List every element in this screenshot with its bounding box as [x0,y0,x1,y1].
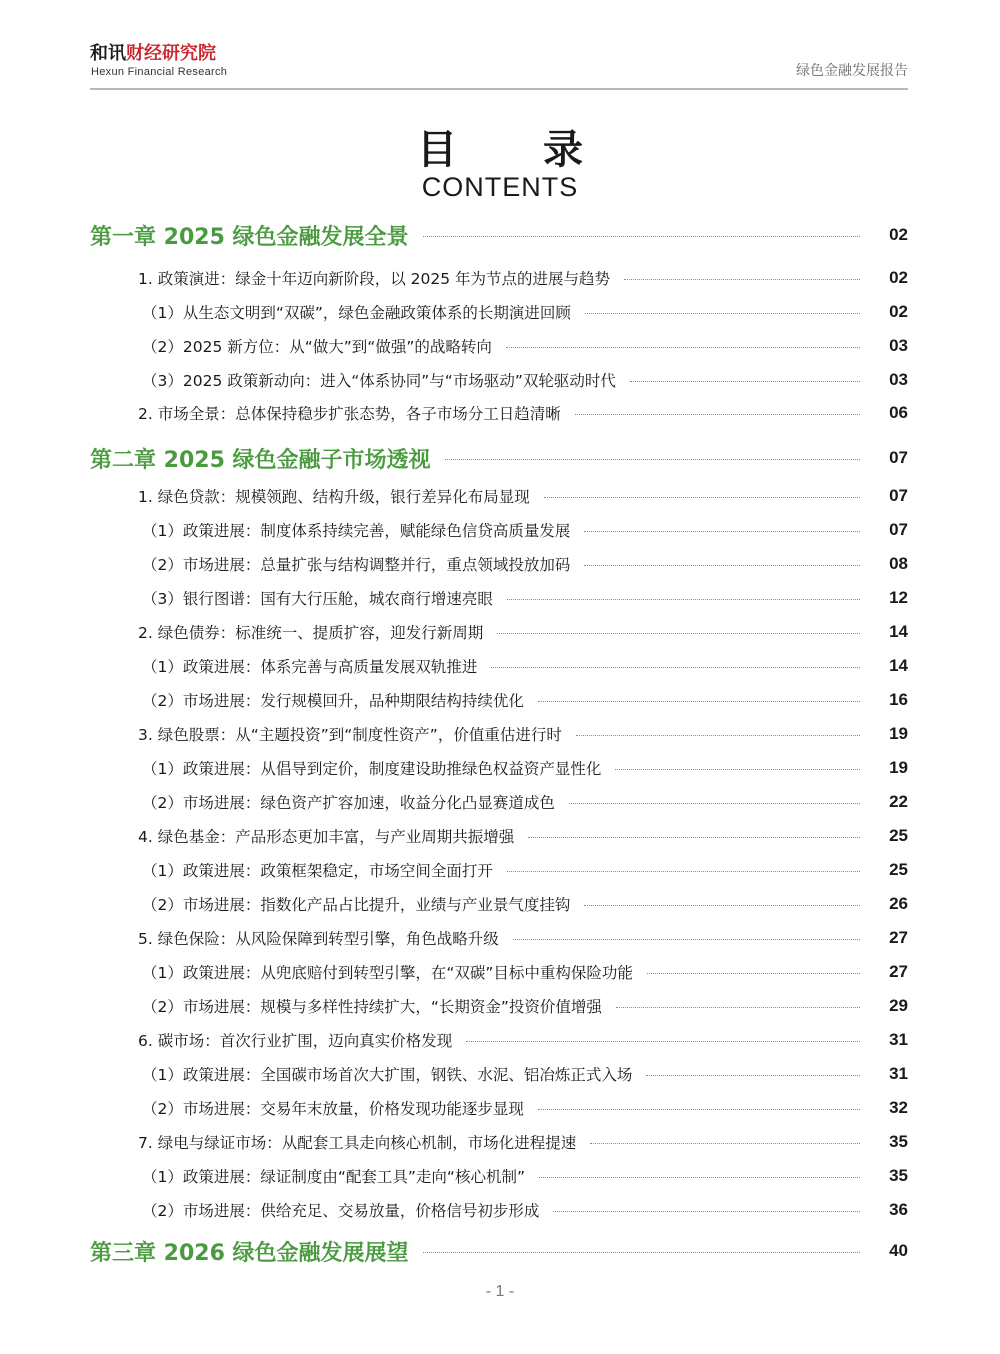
dot-leader [624,279,860,280]
dot-leader [507,871,860,872]
toc-page: 31 [889,1064,908,1083]
dot-leader [576,735,860,736]
toc-label: 7. 绿电与绿证市场：从配套工具走向核心机制，市场化进程提速 [138,1134,577,1152]
dot-leader [528,837,860,838]
toc-entry[interactable] [90,1059,908,1089]
toc-entry[interactable] [90,889,908,919]
dot-leader [569,803,860,804]
dot-leader [506,347,860,348]
dot-leader [615,769,860,770]
toc-page: 02 [889,302,908,321]
toc-entry[interactable] [90,549,908,579]
dot-leader [538,1109,860,1110]
toc-entry[interactable] [90,365,908,395]
toc-entry[interactable] [90,331,908,361]
toc-page: 06 [889,403,908,422]
toc-page: 22 [889,792,908,811]
dot-leader [423,1252,860,1253]
toc-entry[interactable] [90,481,908,511]
toc-label: （2）市场进展：总量扩张与结构调整并行，重点领域投放加码 [142,556,571,574]
toc-label: 6. 碳市场：首次行业扩围，迈向真实价格发现 [138,1032,453,1050]
toc-label: （2）市场进展：绿色资产扩容加速，收益分化凸显赛道成色 [142,794,555,812]
toc-label: 第一章 2025 绿色金融发展全景 [90,224,409,250]
toc-label: （1）政策进展：全国碳市场首次大扩围，钢铁、水泥、铝冶炼正式入场 [142,1066,633,1084]
toc-entry[interactable] [90,821,908,851]
toc-page: 08 [889,554,908,573]
toc-entry[interactable] [90,297,908,327]
toc-entry[interactable] [90,1161,908,1191]
toc-entry[interactable] [90,923,908,953]
toc-label: （1）政策进展：体系完善与高质量发展双轨推进 [142,658,478,676]
toc-label: （2）市场进展：交易年末放量，价格发现功能逐步显现 [142,1100,524,1118]
dot-leader [575,414,860,415]
toc-label: 第三章 2026 绿色金融发展展望 [90,1240,409,1266]
dot-leader [445,459,860,460]
toc-entry[interactable] [90,753,908,783]
toc-label: 1. 政策演进：绿金十年迈向新阶段，以 2025 年为节点的进展与趋势 [138,270,611,288]
toc-page: 29 [889,996,908,1015]
toc-page: 02 [889,225,908,244]
report-title: 绿色金融发展报告 [796,63,908,79]
logo [90,44,216,64]
toc-page: 31 [889,1030,908,1049]
dot-leader [539,1177,860,1178]
toc-label: 1. 绿色贷款：规模领跑、结构升级，银行差异化布局显现 [138,488,530,506]
toc-page: 07 [889,486,908,505]
toc-page: 12 [889,588,908,607]
toc-page: 19 [889,724,908,743]
dot-leader [646,1075,860,1076]
toc-label: （1）政策进展：政策框架稳定，市场空间全面打开 [142,862,493,880]
toc-entry[interactable] [90,685,908,715]
dot-leader [590,1143,860,1144]
toc-entry[interactable] [90,617,908,647]
toc-label: （1）政策进展：制度体系持续完善，赋能绿色信贷高质量发展 [142,522,571,540]
toc-label: （2）2025 新方位：从“做大”到“做强”的战略转向 [142,338,492,356]
toc-entry[interactable] [90,855,908,885]
toc-page: 03 [889,336,908,355]
page-title [0,118,1000,175]
toc-page: 32 [889,1098,908,1117]
toc-entry[interactable] [90,1127,908,1157]
toc-entry[interactable] [90,787,908,817]
toc-label: 第二章 2025 绿色金融子市场透视 [90,447,431,473]
title-char-left: 目 [417,127,457,173]
dot-leader [585,313,860,314]
toc-label: （3）2025 政策新动向：进入“体系协同”与“市场驱动”双轮驱动时代 [142,372,616,390]
toc-page: 25 [889,860,908,879]
toc-entry[interactable] [90,1195,908,1225]
toc-page: 36 [889,1200,908,1219]
toc-entry[interactable] [90,263,908,293]
dot-leader [584,905,860,906]
dot-leader [497,633,860,634]
toc-label: 2. 市场全景：总体保持稳步扩张态势，各子市场分工日趋清晰 [138,405,561,423]
toc-entry[interactable] [90,957,908,987]
toc-page: 02 [889,268,908,287]
toc-label: 2. 绿色债券：标准统一、提质扩容，迎发行新周期 [138,624,484,642]
dot-leader [466,1041,860,1042]
toc-entry[interactable] [90,515,908,545]
toc-page: 26 [889,894,908,913]
toc-chapter-2[interactable] [90,443,908,473]
toc-page: 25 [889,826,908,845]
toc-label: 5. 绿色保险：从风险保障到转型引擎，角色战略升级 [138,930,499,948]
dot-leader [630,381,860,382]
dot-leader [544,497,860,498]
toc-page: 07 [889,448,908,467]
toc-entry[interactable] [90,719,908,749]
logo-english: Hexun Financial Research [91,66,228,78]
page-number: - 1 - [485,1283,515,1300]
toc-label: （2）市场进展：供给充足、交易放量，价格信号初步形成 [142,1202,540,1220]
page-subtitle: CONTENTS [421,172,579,202]
toc-label: （3）银行图谱：国有大行压舱，城农商行增速亮眼 [142,590,493,608]
dot-leader [616,1007,860,1008]
logo-black-text: 和讯 [90,43,126,64]
toc-page: 16 [889,690,908,709]
toc-entry[interactable] [90,583,908,613]
dot-leader [507,599,860,600]
dot-leader [538,701,860,702]
toc-page: 19 [889,758,908,777]
toc-page: 27 [889,962,908,981]
toc-entry[interactable] [90,1093,908,1123]
toc-entry[interactable] [90,398,908,428]
toc-page: 40 [889,1241,908,1260]
toc-chapter-3[interactable] [90,1236,908,1266]
toc-page: 03 [889,370,908,389]
toc-label: （2）市场进展：发行规模回升，品种期限结构持续优化 [142,692,524,710]
dot-leader [491,667,860,668]
toc-label: （2）市场进展：指数化产品占比提升，业绩与产业景气度挂钩 [142,896,571,914]
logo-red-text: 财经研究院 [126,43,216,64]
toc-label: （1）从生态文明到“双碳”，绿色金融政策体系的长期演进回顾 [142,304,571,322]
toc-page: 14 [889,656,908,675]
toc-chapter-1[interactable] [90,220,908,250]
toc-page: 07 [889,520,908,539]
toc-page: 27 [889,928,908,947]
toc-label: 3. 绿色股票：从“主题投资”到“制度性资产”，价值重估进行时 [138,726,562,744]
toc-page: 35 [889,1132,908,1151]
toc-entry[interactable] [90,651,908,681]
toc-label: （2）市场进展：规模与多样性持续扩大，“长期资金”投资价值增强 [142,998,602,1016]
title-char-right: 录 [543,127,583,173]
toc-page: 35 [889,1166,908,1185]
toc-label: （1）政策进展：从兜底赔付到转型引擎，在“双碳”目标中重构保险功能 [142,964,633,982]
page-header [90,44,908,90]
dot-leader [584,565,860,566]
dot-leader [553,1211,860,1212]
toc-label: （1）政策进展：从倡导到定价，制度建设助推绿色权益资产显性化 [142,760,602,778]
toc-page: 14 [889,622,908,641]
dot-leader [647,973,860,974]
dot-leader [584,531,860,532]
dot-leader [513,939,860,940]
toc-entry[interactable] [90,991,908,1021]
toc-entry[interactable] [90,1025,908,1055]
toc-label: 4. 绿色基金：产品形态更加丰富，与产业周期共振增强 [138,828,515,846]
toc-label: （1）政策进展：绿证制度由“配套工具”走向“核心机制” [142,1168,525,1186]
dot-leader [423,236,860,237]
